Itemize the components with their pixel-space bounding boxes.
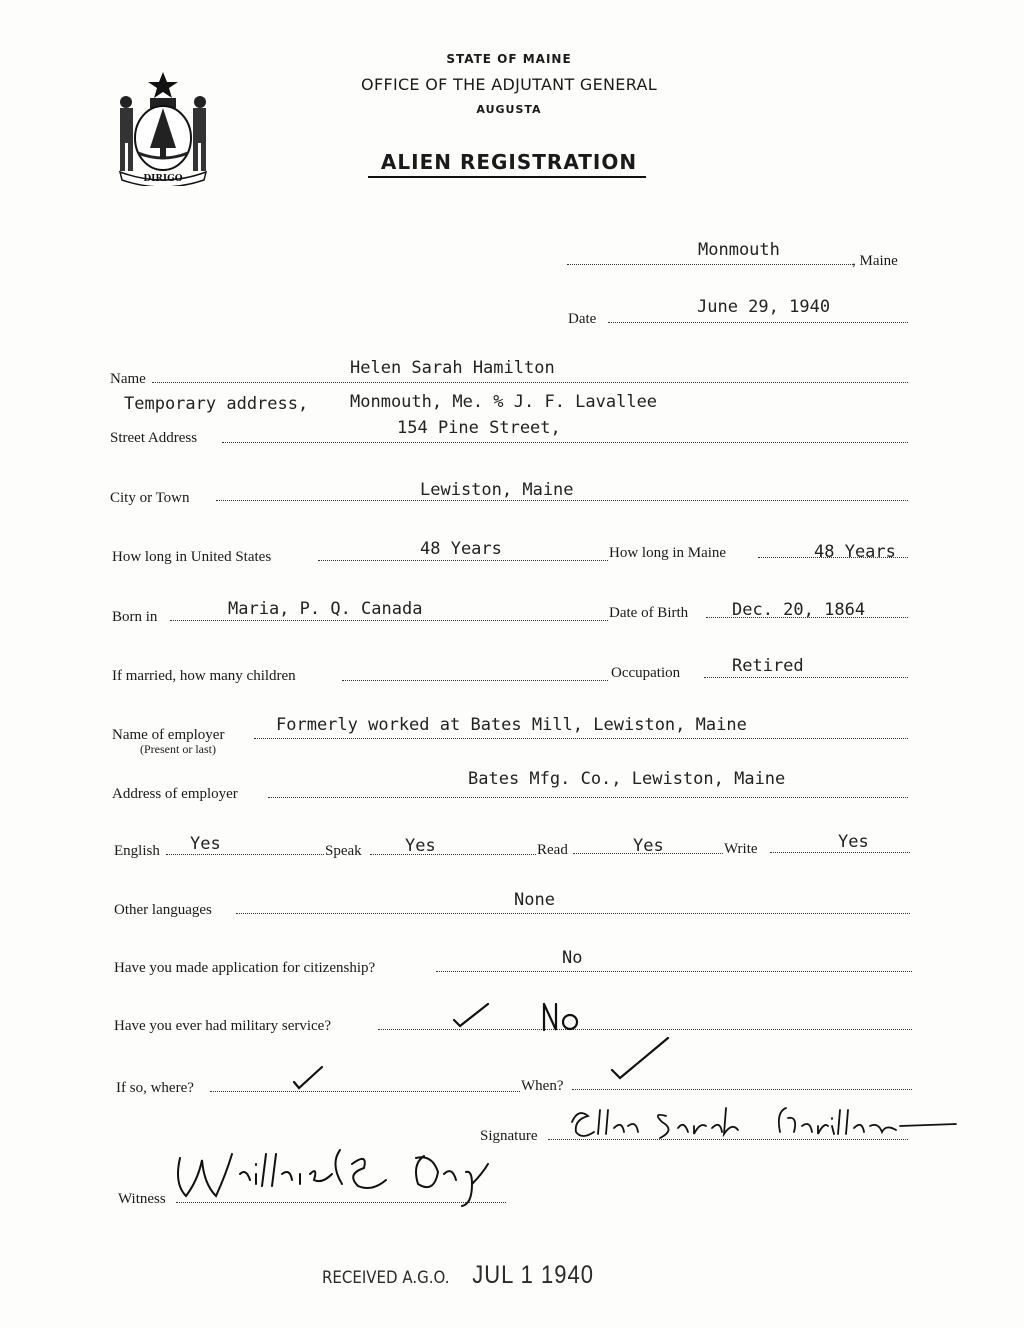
years-us-value: 48 Years bbox=[420, 539, 502, 559]
where-label: If so, where? bbox=[116, 1080, 194, 1096]
town-suffix: , Maine bbox=[852, 253, 898, 269]
dob-value: Dec. 20, 1864 bbox=[732, 600, 866, 620]
temporary-address-value: Monmouth, Me. % J. F. Lavallee bbox=[350, 392, 658, 412]
street-address-line bbox=[222, 442, 908, 443]
children-line bbox=[342, 680, 608, 681]
occupation-label: Occupation bbox=[611, 665, 681, 681]
citizenship-label: Have you made application for citizenship? bbox=[114, 960, 376, 976]
born-in-line bbox=[170, 620, 608, 621]
checkmark-icon bbox=[608, 1034, 672, 1084]
temporary-address-label: Temporary address, bbox=[124, 394, 309, 414]
witness-label: Witness bbox=[118, 1191, 166, 1207]
svg-text:DIRIGO: DIRIGO bbox=[143, 174, 183, 184]
occupation-value: Retired bbox=[732, 656, 804, 676]
where-line bbox=[210, 1091, 520, 1092]
other-languages-line bbox=[236, 913, 910, 914]
citizenship-line bbox=[436, 971, 912, 972]
occupation-line bbox=[704, 677, 908, 678]
write-value: Yes bbox=[838, 832, 869, 852]
years-us-line bbox=[318, 560, 608, 561]
date-value: June 29, 1940 bbox=[697, 297, 831, 317]
date-line bbox=[608, 322, 908, 323]
employer-label: Name of employer bbox=[112, 727, 225, 743]
children-label: If married, how many children bbox=[112, 668, 296, 684]
read-value: Yes bbox=[633, 836, 664, 856]
town-line bbox=[567, 264, 853, 265]
witness-signature bbox=[172, 1144, 532, 1210]
speak-label: Speak bbox=[325, 843, 362, 859]
citizenship-value: No bbox=[562, 948, 583, 968]
born-in-value: Maria, P. Q. Canada bbox=[228, 599, 423, 619]
when-line bbox=[572, 1089, 912, 1090]
military-handwritten-answer bbox=[540, 1000, 600, 1034]
years-maine-value: 48 Years bbox=[814, 542, 896, 562]
other-languages-value: None bbox=[514, 890, 555, 910]
employer-address-line bbox=[268, 797, 908, 798]
applicant-signature bbox=[566, 1102, 966, 1152]
english-label: English bbox=[114, 843, 160, 859]
write-line bbox=[770, 852, 910, 853]
read-label: Read bbox=[537, 842, 568, 858]
years-us-label: How long in United States bbox=[112, 549, 272, 565]
name-line bbox=[152, 382, 908, 383]
city-value: Lewiston, Maine bbox=[420, 480, 574, 500]
date-label: Date bbox=[568, 311, 597, 327]
title-underline bbox=[368, 176, 646, 178]
city-line bbox=[216, 500, 908, 501]
checkmark-icon bbox=[292, 1064, 326, 1092]
checkmark-icon bbox=[452, 1000, 492, 1032]
write-label: Write bbox=[724, 841, 758, 857]
received-stamp bbox=[322, 1260, 594, 1290]
english-value: Yes bbox=[190, 834, 221, 854]
speak-value: Yes bbox=[405, 836, 436, 856]
street-address-label: Street Address bbox=[110, 430, 198, 446]
received-stamp-text: RECEIVED A.G.O. bbox=[322, 1266, 450, 1288]
signature-label: Signature bbox=[480, 1128, 538, 1144]
born-in-label: Born in bbox=[112, 609, 158, 625]
name-value: Helen Sarah Hamilton bbox=[350, 358, 555, 378]
office-heading: OFFICE OF THE ADJUTANT GENERAL bbox=[361, 75, 657, 94]
city-heading: AUGUSTA bbox=[476, 103, 542, 116]
state-heading: STATE OF MAINE bbox=[446, 52, 572, 66]
speak-line bbox=[370, 854, 536, 855]
employer-sublabel: (Present or last) bbox=[140, 742, 216, 756]
employer-address-label: Address of employer bbox=[112, 786, 238, 802]
when-label: When? bbox=[521, 1078, 564, 1094]
town-value: Monmouth bbox=[698, 240, 780, 260]
name-label: Name bbox=[110, 371, 146, 387]
employer-address-value: Bates Mfg. Co., Lewiston, Maine bbox=[468, 769, 786, 789]
employer-value: Formerly worked at Bates Mill, Lewiston, Maine bbox=[276, 715, 747, 735]
years-maine-label: How long in Maine bbox=[609, 545, 727, 561]
other-languages-label: Other languages bbox=[114, 902, 212, 918]
english-line bbox=[166, 854, 324, 855]
street-address-value: 154 Pine Street, bbox=[397, 418, 561, 438]
received-stamp-date: JUL 1 1940 bbox=[472, 1260, 594, 1289]
city-label: City or Town bbox=[110, 490, 190, 506]
form-title: ALIEN REGISTRATION bbox=[380, 150, 638, 174]
employer-line bbox=[254, 738, 908, 739]
dob-label: Date of Birth bbox=[609, 605, 689, 621]
military-label: Have you ever had military service? bbox=[114, 1018, 331, 1034]
